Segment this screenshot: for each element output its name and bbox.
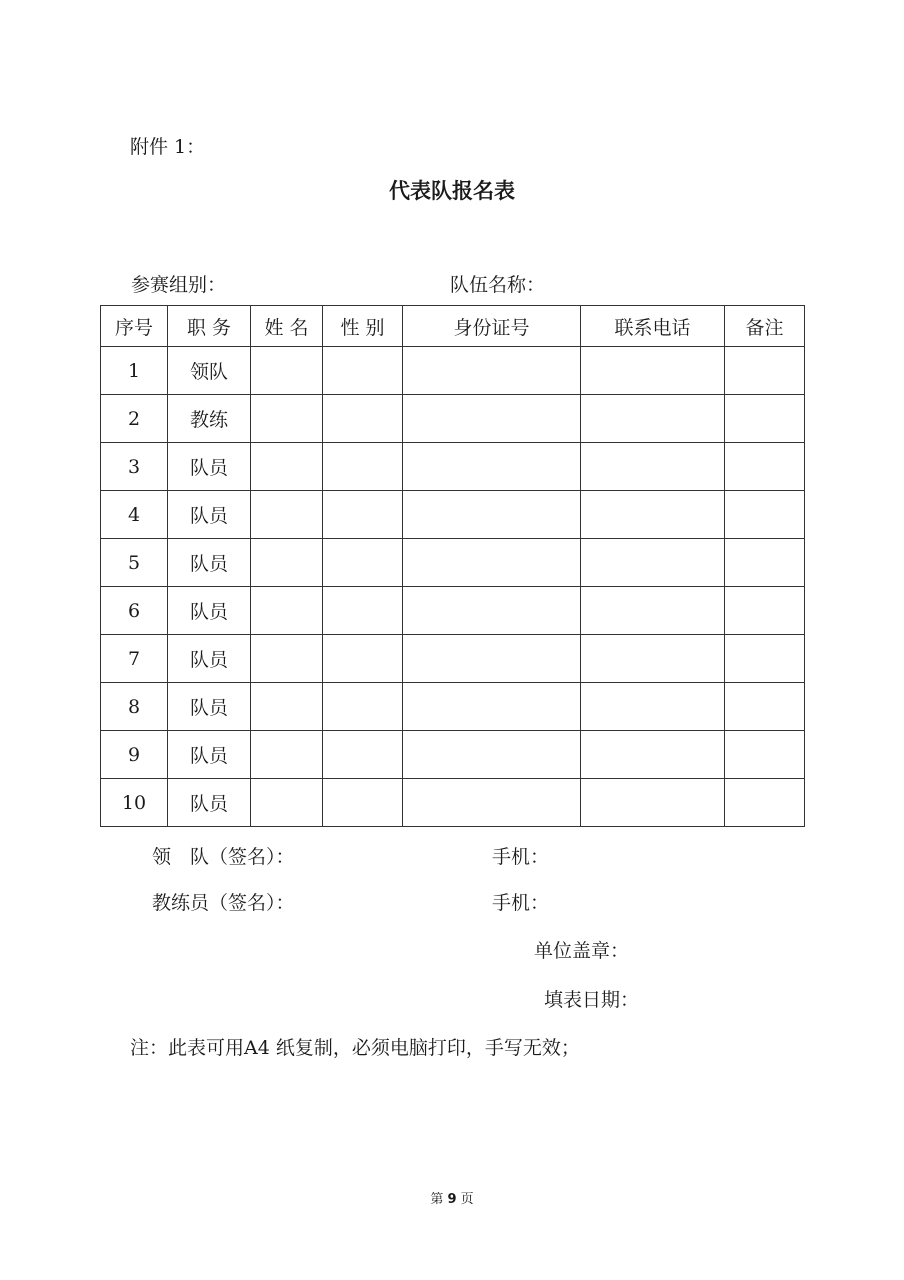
name-cell xyxy=(251,779,323,827)
form-note: 注：此表可用A4 纸复制，必须电脑打印，手写无效； xyxy=(130,1037,580,1059)
gender-cell xyxy=(323,347,403,395)
row-role: 教练 xyxy=(168,395,251,443)
header-remark: 备注 xyxy=(725,306,805,347)
row-role: 队员 xyxy=(168,539,251,587)
remark-cell xyxy=(725,587,805,635)
id-number-cell xyxy=(403,443,581,491)
remark-cell xyxy=(725,491,805,539)
phone-cell xyxy=(581,347,725,395)
id-number-cell xyxy=(403,347,581,395)
coach-phone-label: 手机： xyxy=(492,892,550,914)
registration-table xyxy=(100,305,805,827)
row-number: 7 xyxy=(101,635,168,683)
remark-cell xyxy=(725,395,805,443)
id-number-cell xyxy=(403,587,581,635)
gender-cell xyxy=(323,395,403,443)
remark-cell xyxy=(725,347,805,395)
row-number: 5 xyxy=(101,539,168,587)
name-cell xyxy=(251,587,323,635)
gender-cell xyxy=(323,491,403,539)
coach-signature-label: 教练员（签名）： xyxy=(152,892,295,914)
row-role: 队员 xyxy=(168,443,251,491)
table-row xyxy=(101,491,805,539)
row-number: 1 xyxy=(101,347,168,395)
row-number: 10 xyxy=(101,779,168,827)
table-row xyxy=(101,539,805,587)
remark-cell xyxy=(725,443,805,491)
page-number xyxy=(0,1188,904,1207)
id-number-cell xyxy=(403,539,581,587)
table-header-row xyxy=(101,306,805,347)
attachment-label: 附件 1： xyxy=(130,136,206,158)
remark-cell xyxy=(725,731,805,779)
phone-cell xyxy=(581,491,725,539)
gender-cell xyxy=(323,683,403,731)
row-number: 6 xyxy=(101,587,168,635)
name-cell xyxy=(251,347,323,395)
row-number: 9 xyxy=(101,731,168,779)
phone-cell xyxy=(581,731,725,779)
gender-cell xyxy=(323,731,403,779)
table-row xyxy=(101,683,805,731)
table-row xyxy=(101,395,805,443)
row-role: 领队 xyxy=(168,347,251,395)
name-cell xyxy=(251,491,323,539)
gender-cell xyxy=(323,587,403,635)
remark-cell xyxy=(725,683,805,731)
name-cell xyxy=(251,683,323,731)
name-cell xyxy=(251,635,323,683)
phone-cell xyxy=(581,539,725,587)
row-number: 4 xyxy=(101,491,168,539)
phone-cell xyxy=(581,779,725,827)
name-cell xyxy=(251,731,323,779)
row-role: 队员 xyxy=(168,491,251,539)
row-number: 8 xyxy=(101,683,168,731)
name-cell xyxy=(251,539,323,587)
gender-cell xyxy=(323,539,403,587)
team-name-label: 队伍名称： xyxy=(450,274,546,296)
unit-seal-label: 单位盖章： xyxy=(534,940,630,962)
header-no: 序号 xyxy=(101,306,168,347)
remark-cell xyxy=(725,635,805,683)
id-number-cell xyxy=(403,635,581,683)
gender-cell xyxy=(323,635,403,683)
name-cell xyxy=(251,443,323,491)
phone-cell xyxy=(581,587,725,635)
gender-cell xyxy=(323,443,403,491)
form-title: 代表队报名表 xyxy=(389,179,515,203)
header-id-number: 身份证号 xyxy=(403,306,581,347)
row-number: 3 xyxy=(101,443,168,491)
row-role: 队员 xyxy=(168,731,251,779)
name-cell xyxy=(251,395,323,443)
row-role: 队员 xyxy=(168,779,251,827)
phone-cell xyxy=(581,395,725,443)
phone-cell xyxy=(581,635,725,683)
header-role: 职 务 xyxy=(168,306,251,347)
remark-cell xyxy=(725,779,805,827)
phone-cell xyxy=(581,683,725,731)
gender-cell xyxy=(323,779,403,827)
page-suffix: 页 xyxy=(460,1192,474,1207)
row-role: 队员 xyxy=(168,587,251,635)
header-name: 姓 名 xyxy=(251,306,323,347)
id-number-cell xyxy=(403,491,581,539)
table-row xyxy=(101,443,805,491)
remark-cell xyxy=(725,539,805,587)
leader-signature-label: 领 队（签名）： xyxy=(152,846,295,868)
table-row xyxy=(101,635,805,683)
row-role: 队员 xyxy=(168,635,251,683)
page-prefix: 第 xyxy=(430,1192,444,1207)
leader-phone-label: 手机： xyxy=(492,846,550,868)
id-number-cell xyxy=(403,779,581,827)
row-role: 队员 xyxy=(168,683,251,731)
id-number-cell xyxy=(403,731,581,779)
table-row xyxy=(101,779,805,827)
group-label: 参赛组别： xyxy=(131,274,227,296)
table-row xyxy=(101,347,805,395)
row-number: 2 xyxy=(101,395,168,443)
id-number-cell xyxy=(403,395,581,443)
id-number-cell xyxy=(403,683,581,731)
table-row xyxy=(101,587,805,635)
phone-cell xyxy=(581,443,725,491)
header-phone: 联系电话 xyxy=(581,306,725,347)
fill-date-label: 填表日期： xyxy=(544,989,640,1011)
page-number-value: 9 xyxy=(447,1192,457,1207)
header-gender: 性 别 xyxy=(323,306,403,347)
table-row xyxy=(101,731,805,779)
